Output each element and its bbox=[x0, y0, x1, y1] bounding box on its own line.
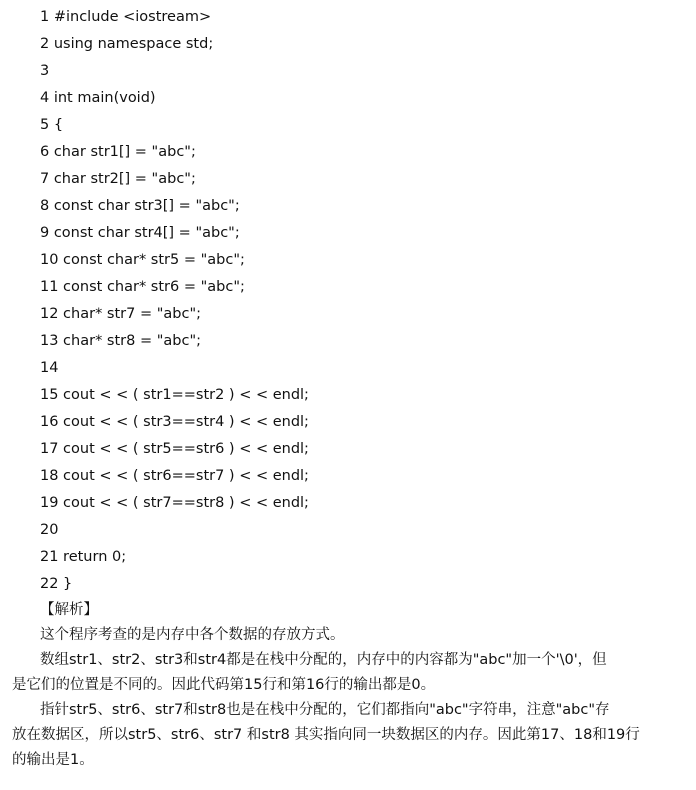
code-line: 16 cout < < ( str3==str4 ) < < endl; bbox=[40, 414, 309, 430]
code-listing bbox=[40, 4, 309, 598]
analysis-paragraph-3-line-3: 的输出是1。 bbox=[12, 752, 94, 768]
analysis-paragraph-2-line-2: 是它们的位置是不同的。因此代码第15行和第16行的输出都是0。 bbox=[12, 677, 436, 693]
code-line: 5 { bbox=[40, 117, 64, 133]
code-line: 4 int main(void) bbox=[40, 90, 156, 106]
analysis-heading: 【解析】 bbox=[40, 602, 98, 618]
code-line: 3 bbox=[40, 63, 50, 79]
analysis-paragraph-2-line-1: 数组str1、str2、str3和str4都是在栈中分配的，内存中的内容都为"abc"加一个'\0'，但 bbox=[40, 652, 607, 668]
code-line: 13 char* str8 = "abc"; bbox=[40, 333, 202, 349]
code-line: 14 bbox=[40, 360, 59, 376]
code-line: 22 } bbox=[40, 576, 73, 592]
code-line: 12 char* str7 = "abc"; bbox=[40, 306, 202, 322]
code-line: 19 cout < < ( str7==str8 ) < < endl; bbox=[40, 495, 309, 511]
code-line: 6 char str1[] = "abc"; bbox=[40, 144, 196, 160]
code-line: 15 cout < < ( str1==str2 ) < < endl; bbox=[40, 387, 309, 403]
code-line: 8 const char str3[] = "abc"; bbox=[40, 198, 240, 214]
code-line: 7 char str2[] = "abc"; bbox=[40, 171, 196, 187]
analysis-paragraph-3-line-2: 放在数据区，所以str5、str6、str7 和str8 其实指向同一块数据区的内存。因此第17、18和19行 bbox=[12, 727, 640, 743]
analysis-paragraph-3-line-1: 指针str5、str6、str7和str8也是在栈中分配的，它们都指向"abc"字符串，注意"abc"存 bbox=[40, 702, 610, 718]
code-line: 18 cout < < ( str6==str7 ) < < endl; bbox=[40, 468, 309, 484]
code-line: 9 const char str4[] = "abc"; bbox=[40, 225, 240, 241]
code-line: 1 #include <iostream> bbox=[40, 9, 212, 25]
code-line: 20 bbox=[40, 522, 59, 538]
code-line: 21 return 0; bbox=[40, 549, 127, 565]
analysis-paragraph-1: 这个程序考查的是内存中各个数据的存放方式。 bbox=[40, 627, 345, 643]
code-line: 2 using namespace std; bbox=[40, 36, 214, 52]
code-line: 10 const char* str5 = "abc"; bbox=[40, 252, 245, 268]
analysis-section bbox=[12, 597, 682, 773]
code-line: 11 const char* str6 = "abc"; bbox=[40, 279, 245, 295]
code-line: 17 cout < < ( str5==str6 ) < < endl; bbox=[40, 441, 309, 457]
